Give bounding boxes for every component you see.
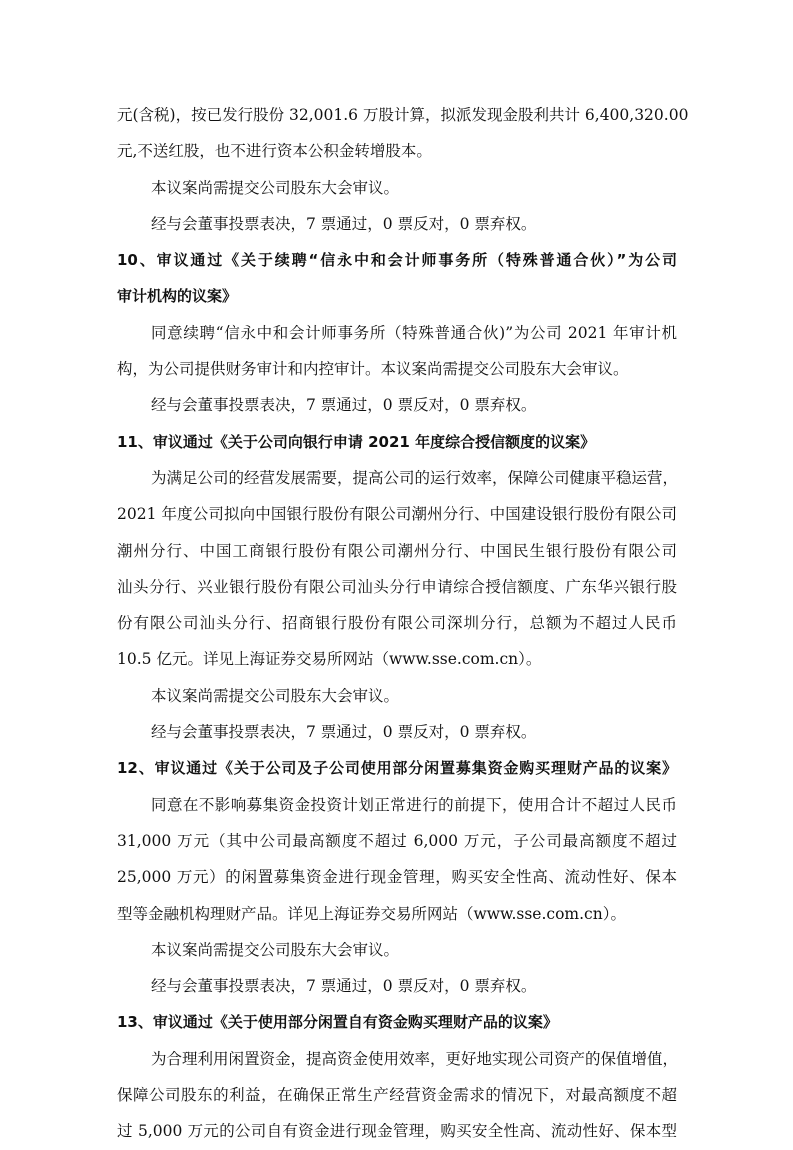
paragraph-line: 为满足公司的经营发展需要，提高公司的运行效率，保障公司健康平稳运营，	[151, 468, 679, 487]
paragraph-line: 经与会董事投票表决，7 票通过，0 票反对，0 票弃权。	[151, 723, 537, 742]
section-heading-line: 11、审议通过《关于公司向银行申请 2021 年度综合授信额度的议案》	[117, 432, 596, 451]
paragraph-line: 本议案尚需提交公司股东大会审议。	[151, 686, 400, 705]
paragraph-line: 型等金融机构理财产品。详见上海证券交易所网站（www.sse.com.cn）。	[117, 904, 626, 923]
paragraph-line: 本议案尚需提交公司股东大会审议。	[151, 940, 400, 959]
paragraph-line: 经与会董事投票表决，7 票通过，0 票反对，0 票弃权。	[151, 977, 537, 996]
document-page	[117, 97, 689, 1150]
document-body	[117, 97, 689, 1150]
section-heading-line: 13、审议通过《关于使用部分闲置自有资金购买理财产品的议案》	[117, 1013, 558, 1032]
paragraph-line: 过 5,000 万元的公司自有资金进行现金管理，购买安全性高、流动性好、保本型	[117, 1122, 677, 1141]
paragraph-line: 潮州分行、中国工商银行股份有限公司潮州分行、中国民生银行股份有限公司	[117, 541, 677, 560]
paragraph-line: 元(含税)，按已发行股份 32,001.6 万股计算，拟派发现金股利共计 6,400,320.00	[117, 106, 689, 124]
paragraph-line: 31,000 万元（其中公司最高额度不超过 6,000 万元，子公司最高额度不超过	[117, 831, 677, 850]
section-heading-line: 12、审议通过《关于公司及子公司使用部分闲置募集资金购买理财产品的议案》	[117, 759, 677, 778]
paragraph-line: 本议案尚需提交公司股东大会审议。	[151, 178, 400, 197]
paragraph-line: 经与会董事投票表决，7 票通过，0 票反对，0 票弃权。	[151, 396, 537, 415]
paragraph-line: 汕头分行、兴业银行股份有限公司汕头分行申请综合授信额度、广东华兴银行股	[117, 577, 677, 596]
paragraph-line: 构，为公司提供财务审计和内控审计。本议案尚需提交公司股东大会审议。	[117, 360, 629, 379]
paragraph-line: 2021 年度公司拟向中国银行股份有限公司潮州分行、中国建设银行股份有限公司	[117, 505, 677, 524]
paragraph-line: 经与会董事投票表决，7 票通过，0 票反对，0 票弃权。	[151, 214, 537, 233]
paragraph-line: 为合理利用闲置资金，提高资金使用效率，更好地实现公司资产的保值增值，	[151, 1049, 679, 1068]
paragraph-line: 元,不送红股，也不进行资本公积金转增股本。	[117, 142, 432, 161]
paragraph-line: 25,000 万元）的闲置募集资金进行现金管理，购买安全性高、流动性好、保本	[117, 868, 677, 887]
paragraph-line: 保障公司股东的利益，在确保正常生产经营资金需求的情况下，对最高额度不超	[117, 1086, 677, 1105]
paragraph-line: 10.5 亿元。详见上海证券交易所网站（www.sse.com.cn）。	[117, 650, 542, 669]
paragraph-line: 同意在不影响募集资金投资计划正常进行的前提下，使用合计不超过人民币	[151, 795, 677, 814]
paragraph-line: 同意续聘“信永中和会计师事务所（特殊普通合伙)”为公司 2021 年审计机	[151, 323, 677, 342]
section-heading-line: 审计机构的议案》	[117, 287, 238, 306]
section-heading-line: 10、审议通过《关于续聘“信永中和会计师事务所（特殊普通合伙）”为公司	[117, 251, 677, 270]
paragraph-line: 份有限公司汕头分行、招商银行股份有限公司深圳分行，总额为不超过人民币	[117, 614, 677, 633]
